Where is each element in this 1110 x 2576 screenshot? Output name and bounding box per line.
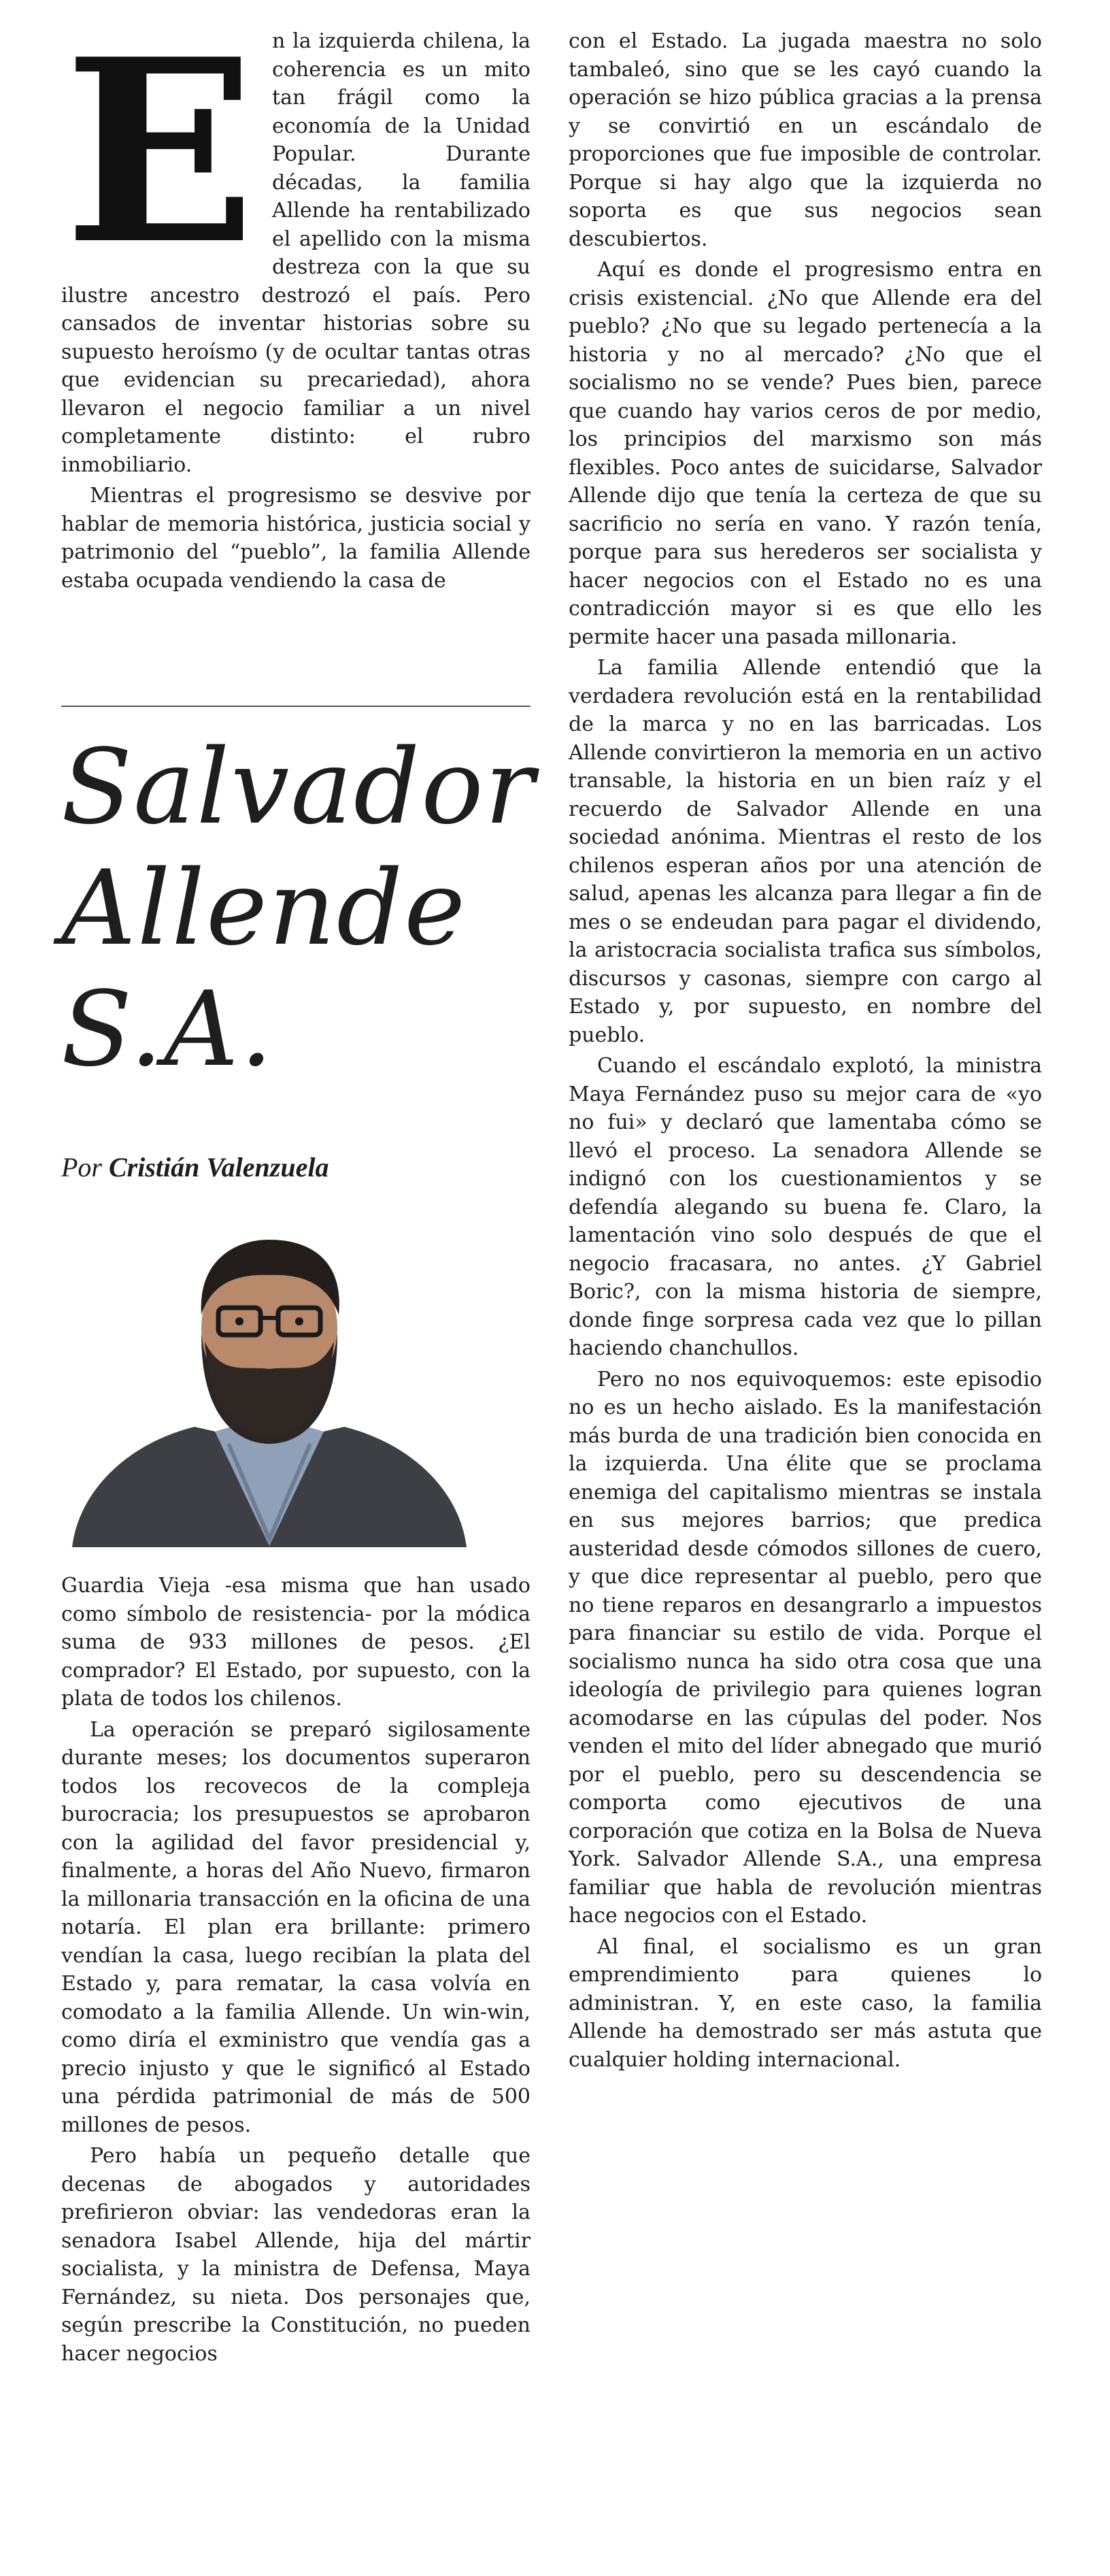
article-headline: Salvador Allende S.A. — [61, 727, 536, 1089]
paragraph-9: Al final, el socialismo es un gran emprendimiento para quienes lo administran. Y, en este caso, la familia Allende ha demostrado ser más astuta que cualquier holding internacional. — [569, 1934, 1042, 2072]
paragraph-8: Pero no nos equivoquemos: este episodio no es un hecho aislado. Es la manifestación más burda de una tradición bien conocida en la izquierda. Una élite que se proclama enemiga del capitalismo mientras se instala en sus mejores barrios; que predica austeridad desde cómodos sillones de cuero, y que dice representar al pueblo, pero que no tiene reparos en desangrarlo a impuestos para financiar su estilo de vida. Porque el socialismo nunca ha sido otra cosa que una ideología de privilegio para quienes logran acomodarse en las cúpulas del poder. Nos venden el mito del líder abnegado que murió por el pueblo, pero su descendencia se comporta como ejecutivos de una corporación que cotiza en la Bolsa de Nueva York. Salvador Allende S.A., una empresa familiar que habla de revolución mientras hace negocios con el Estado. — [569, 1367, 1042, 1928]
paragraph-3: La operación se preparó sigilosamente durante meses; los documentos superaron todos los recovecos de la compleja burocracia; los presupuestos se aprobaron con la agilidad del favor presidencial y, finalmente, a horas del Año Nuevo, firmaron la millonaria transacción en la oficina de una notaría. El plan era brillante: primero vendían la casa, luego recibían la plata del Estado y, para rematar, la casa volvía en comodato a la familia Allende. Un win-win, como diría el exministro que vendía gas a precio injusto y que le significó al Estado una pérdida patrimonial de más de 500 millones de pesos. — [61, 1717, 531, 2137]
byline-author: Cristián Valenzuela — [109, 1152, 329, 1183]
paragraph-4: Pero había un pequeño detalle que decenas de abogados y autoridades prefirieron obviar: las vendedoras eran la senadora Isabel Allende, hija del mártir socialista, y la ministra de Defensa, Maya Fernández, su nieta. Dos personajes que, según prescribe la Constitución, no pueden hacer negocios — [61, 2144, 531, 2366]
paragraph-2-continued: Guardia Vieja -esa misma que han usado como símbolo de resistencia- por la módica suma de 933 millones de pesos. ¿El comprador? El Estado, por supuesto, con la plata de todos los chilenos. — [61, 1574, 531, 1711]
author-photo — [65, 1219, 473, 1547]
byline-prefix: Por — [61, 1152, 102, 1183]
left-column-bottom — [61, 1572, 531, 2371]
paragraph-2-start: Mientras el progresismo se desvive por hablar de memoria histórica, justicia social y patrimonio del “pueblo”, la familia Allende estaba ocupada vendiendo la casa de — [61, 484, 531, 593]
paragraph-6: La familia Allende entendió que la verdadera revolución está en la rentabilidad de la marca y no en las barricadas. Los Allende convirtieron la memoria en un activo transable, la historia en un bien raíz y el recuerdo de Salvador Allende en una sociedad anónima. Mientras el resto de los chilenos esperan años por una atención de salud, apenas les alcanza para llegar a fin de mes o se endeudan para pagar el dividendo, la aristocracia socialista trafica sus símbolos, discursos y casonas, siempre con cargo al Estado y, por supuesto, en nombre del pueblo. — [569, 656, 1042, 1047]
paragraph-7: Cuando el escándalo explotó, la ministra Maya Fernández puso su mejor cara de «yo no fui» y declaró que lamentaba cómo se llevó el proceso. La senadora Allende se indignó con los cuestionamientos y se defendía alegando su buena fe. Claro, la lamentación vino solo después de que el negocio fracasara, no antes. ¿Y Gabriel Boric?, con la misma historia de siempre, donde finge sorpresa cada vez que lo pillan haciendo chanchullos. — [569, 1054, 1042, 1360]
paragraph-4-continued: con el Estado. La jugada maestra no solo tambaleó, sino que se les cayó cuando la operación se hizo pública gracias a la prensa y se convirtió en un escándalo de proporciones que fue imposible de controlar. Porque si hay algo que la izquierda no soporta es que sus negocios sean descubiertos. — [569, 29, 1042, 251]
left-column-top — [61, 5, 531, 597]
drop-cap: E — [64, 5, 256, 300]
intro-text: n la izquierda chilena, la coherencia es un mito tan frágil como la economía de la Unidad Popular. Durante décadas, la familia Allende ha rentabilizado el apellido con la misma destreza con la que su ilustre ancestro destrozó el país. Pero cansados de inventar historias sobre su supuesto heroísmo (y de ocultar tantas otras que evidencian su precariedad), ahora llevaron el negocio familiar a un nivel completamente distinto: el rubro inmobiliario. — [61, 29, 531, 477]
right-column — [569, 27, 1042, 2077]
headline-divider — [61, 706, 531, 707]
paragraph-5: Aquí es donde el progresismo entra en crisis existencial. ¿No que Allende era del pueblo? ¿No que su legado pertenecía a la historia y no al mercado? ¿No que el socialismo no se vende? Pues bien, parece que cuando hay varios ceros de por medio, los principios del marxismo son más flexibles. Poco antes de suicidarse, Salvador Allende dijo que tenía la certeza de que su sacrificio no sería en vano. Y razón tenía, porque para sus herederos ser socialista y hacer negocios con el Estado no es una contradicción mayor si es que ello les permite hacer una pasada millonaria. — [569, 258, 1042, 649]
intro-paragraph — [61, 5, 531, 479]
byline — [61, 1151, 329, 1183]
